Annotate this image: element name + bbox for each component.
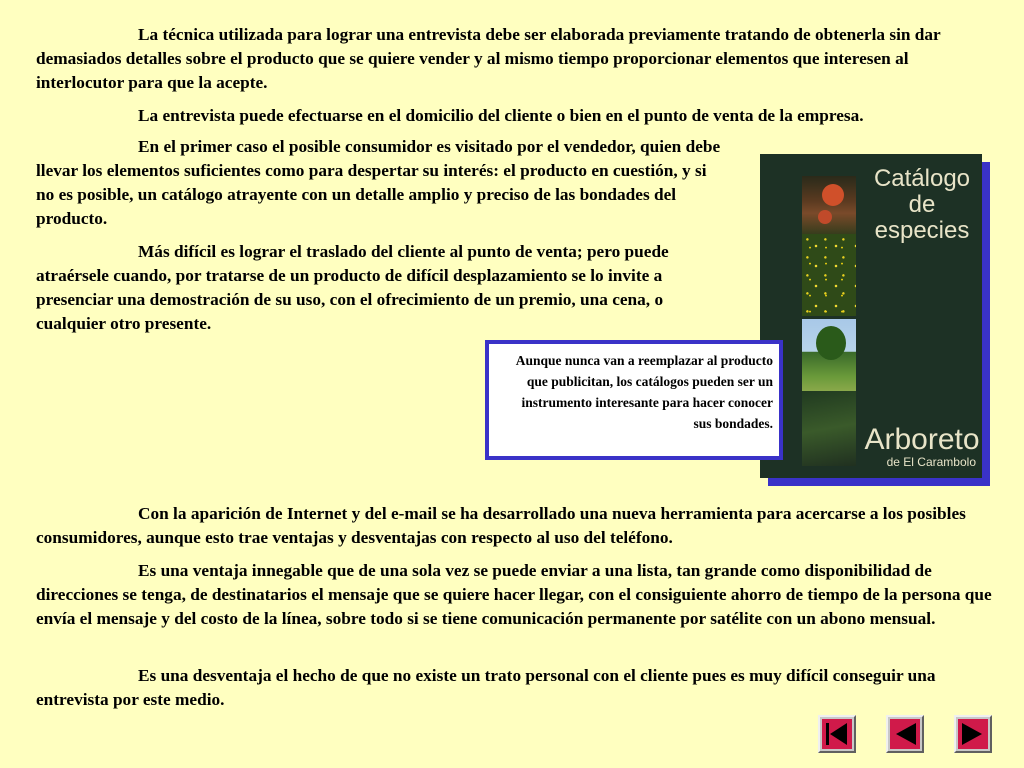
paragraph-lugar-entrevista: La entrevista puede efectuarse en el domicilio del cliente o bien en el punto de venta de la empresa. [138,106,864,125]
nav-prev-button[interactable] [886,715,924,753]
flower-icon [822,184,844,206]
nav-next-button[interactable] [954,715,992,753]
paragraph-ventaja: Es una ventaja innegable que de una sola vez se puede enviar a una lista, tan grande como disponibilidad de direcciones se tenga, de destinatarios el mensaje que se quiere hacer llegar, con el consiguiente ahorro de tiempo de la persona que envía el mensaje y del costo de la línea, sobre todo si se tiene comunicación permanente por satélite con un abono mensual. [36,561,992,628]
caption-inner [488,343,780,457]
catalog-cover [760,154,982,478]
skip-first-icon [820,717,854,751]
catalog-bottom-title: Arboreto [864,423,980,456]
nav-first-button[interactable] [818,715,856,753]
paragraph-visita-domicilio: En el primer caso el posible consumidor es visitado por el vendedor, quien debe llevar los elementos suficientes como para despertar su interés: el producto en cuestión, y si no es posible, un catálogo atrayente con un detalle amplio y preciso de las bondades del producto. [36,137,721,228]
catalog-cover-image [760,154,982,478]
paragraph-entrevista-tecnica: La técnica utilizada para lograr una entrevista debe ser elaborada previamente tratando de obtenerla sin dar demasiados detalles sobre el producto que se quiere vender y al mismo tiempo proporcionar elementos que interesen al interlocutor para que la acepte. [36,25,941,92]
paragraph-punto-venta: Más difícil es lograr el traslado del cliente al punto de venta; pero puede atraérsele cuando, por tratarse de un producto de difícil desplazamiento se lo invite a presenciar una demostración de su uso, con el ofrecimiento de un premio, una cena, o cualquier otro presente. [36,242,669,333]
catalog-title-line1: Catálogo [873,165,971,192]
caption-box [485,340,783,460]
caption-text: Aunque nunca van a reemplazar al producto que publicitan, los catálogos pueden ser un instrumento interesante para hacer conocer sus bondades. [515,353,773,431]
photo-leaves [802,391,856,466]
tree-icon [816,326,846,360]
arrow-left-icon [888,717,922,751]
catalog-title [864,166,980,244]
catalog-bottom-subtitle: de El Carambolo [886,455,976,469]
photo-flowers-yellow [802,234,856,316]
arrow-right-icon [956,717,990,751]
paragraph-desventaja: Es una desventaja el hecho de que no existe un trato personal con el cliente pues es muy difícil conseguir una entrevista por este medio. [36,666,936,709]
paragraph-internet: Con la aparición de Internet y del e-mail se ha desarrollado una nueva herramienta para acercarse a los posibles consumidores, aunque esto trae ventajas y desventajas con respecto al uso del teléfono. [36,504,966,547]
catalog-title-line2: de especies [874,191,970,244]
